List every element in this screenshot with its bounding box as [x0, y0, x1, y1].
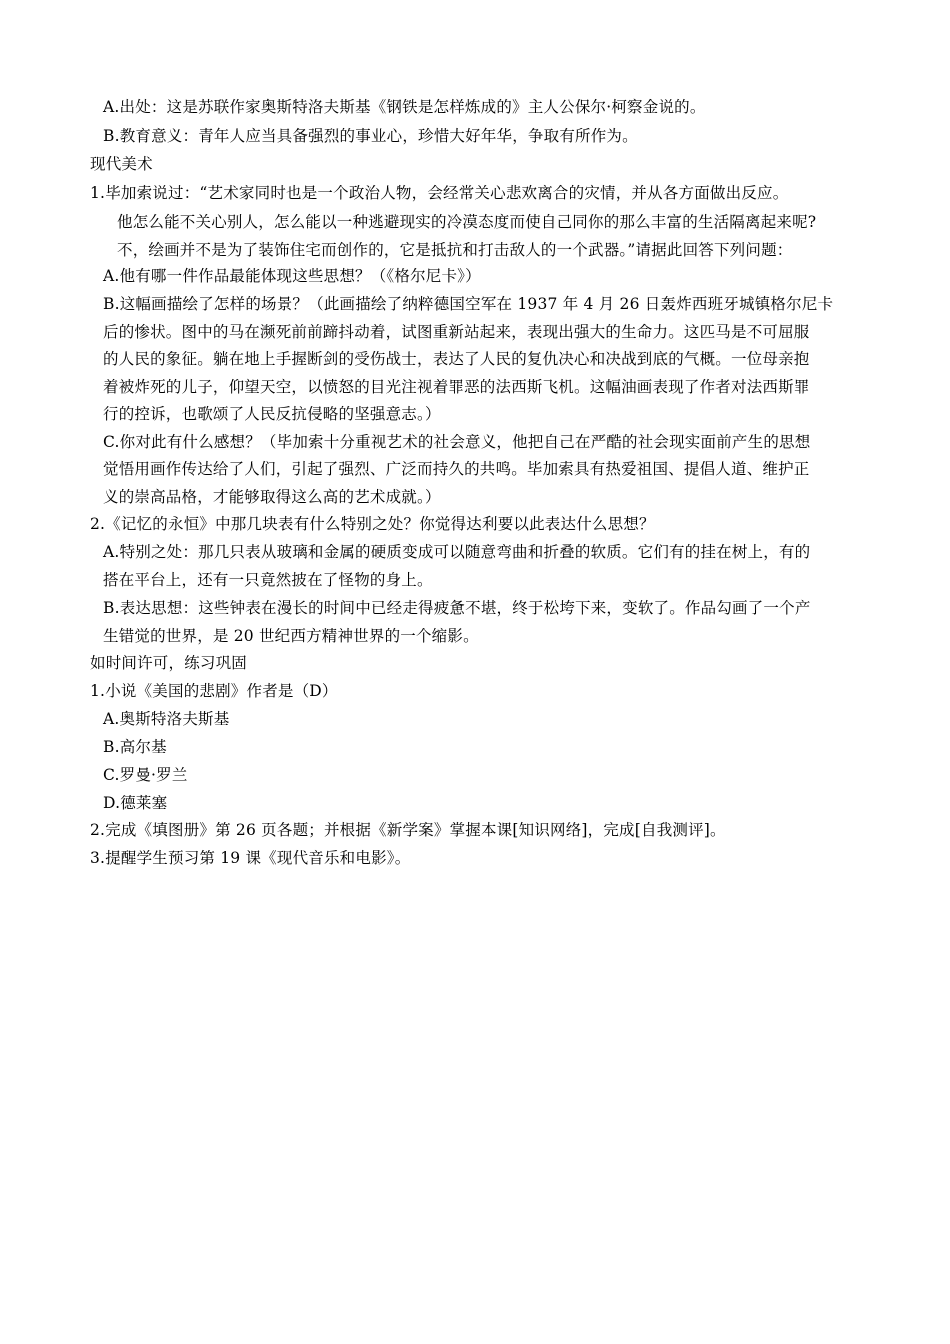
text-line: 2.《记忆的永恒》中那几块表有什么特别之处？你觉得达利要以此表达什么思想？	[90, 515, 655, 533]
option-b: B.高尔基	[103, 738, 167, 756]
text-line: 2.完成《填图册》第 26 页各题；并根据《新学案》掌握本课[知识网络]，完成[自我测评]。	[90, 821, 726, 839]
text-line: C.你对此有什么感想？（毕加索十分重视艺术的社会意义，他把自己在严酷的社会现实面前产生的思想	[103, 433, 811, 451]
text-line: 觉悟用画作传达给了人们，引起了强烈、广泛而持久的共鸣。毕加索具有热爱祖国、提倡人道、维护正	[103, 460, 810, 478]
text-line: B.教育意义：青年人应当具备强烈的事业心，珍惜大好年华，争取有所作为。	[103, 127, 638, 145]
text-line: 1.小说《美国的悲剧》作者是（D）	[90, 682, 338, 700]
text-line: 后的惨状。图中的马在濒死前前蹄抖动着，试图重新站起来，表现出强大的生命力。这匹马是不可屈服	[103, 323, 810, 341]
text-line: 的人民的象征。躺在地上手握断剑的受伤战士，表达了人民的复仇决心和决战到底的气概。一位母亲抱	[103, 350, 810, 368]
text-line: 义的崇高品格，才能够取得这么高的艺术成就。）	[103, 488, 441, 506]
text-line: 不，绘画并不是为了装饰住宅而创作的，它是抵抗和打击敌人的一个武器。”请据此回答下列问题：	[117, 241, 793, 259]
text-line: 搭在平台上，还有一只竟然披在了怪物的身上。	[103, 571, 433, 589]
option-c: C.罗曼·罗兰	[103, 766, 188, 784]
text-line: 1.毕加索说过：“艺术家同时也是一个政治人物，会经常关心悲欢离合的灾情，并从各方面做出反应。	[90, 184, 789, 202]
text-line: 着被炸死的儿子，仰望天空，以愤怒的目光注视着罪恶的法西斯飞机。这幅油画表现了作者对法西斯罪	[103, 378, 810, 396]
text-line: 生错觉的世界，是 20 世纪西方精神世界的一个缩影。	[103, 627, 479, 645]
text-line: B.这幅画描绘了怎样的场景？（此画描绘了纳粹德国空军在 1937 年 4 月 26 日轰炸西班牙城镇格尔尼卡	[103, 295, 834, 313]
text-line: A.特别之处：那几只表从玻璃和金属的硬质变成可以随意弯曲和折叠的软质。它们有的挂在树上，有的	[103, 543, 811, 561]
section-heading: 现代美术	[90, 155, 153, 173]
option-a: A.奥斯特洛夫斯基	[103, 710, 230, 728]
section-heading: 如时间许可，练习巩固	[90, 654, 248, 672]
text-line: 行的控诉，也歌颂了人民反抗侵略的坚强意志。）	[103, 405, 441, 423]
text-line: A.出处：这是苏联作家奥斯特洛夫斯基《钢铁是怎样炼成的》主人公保尔·柯察金说的。	[103, 98, 706, 116]
option-d: D.德莱塞	[103, 794, 168, 812]
text-line: A.他有哪一件作品最能体现这些思想？（《格尔尼卡》）	[103, 267, 481, 285]
text-line: 3.提醒学生预习第 19 课《现代音乐和电影》。	[90, 849, 411, 867]
text-line: B.表达思想：这些钟表在漫长的时间中已经走得疲惫不堪，终于松垮下来，变软了。作品勾画了一个产	[103, 599, 811, 617]
text-line: 他怎么能不关心别人，怎么能以一种逃避现实的冷漠态度而使自己同你的那么丰富的生活隔离起来呢?	[117, 213, 817, 231]
